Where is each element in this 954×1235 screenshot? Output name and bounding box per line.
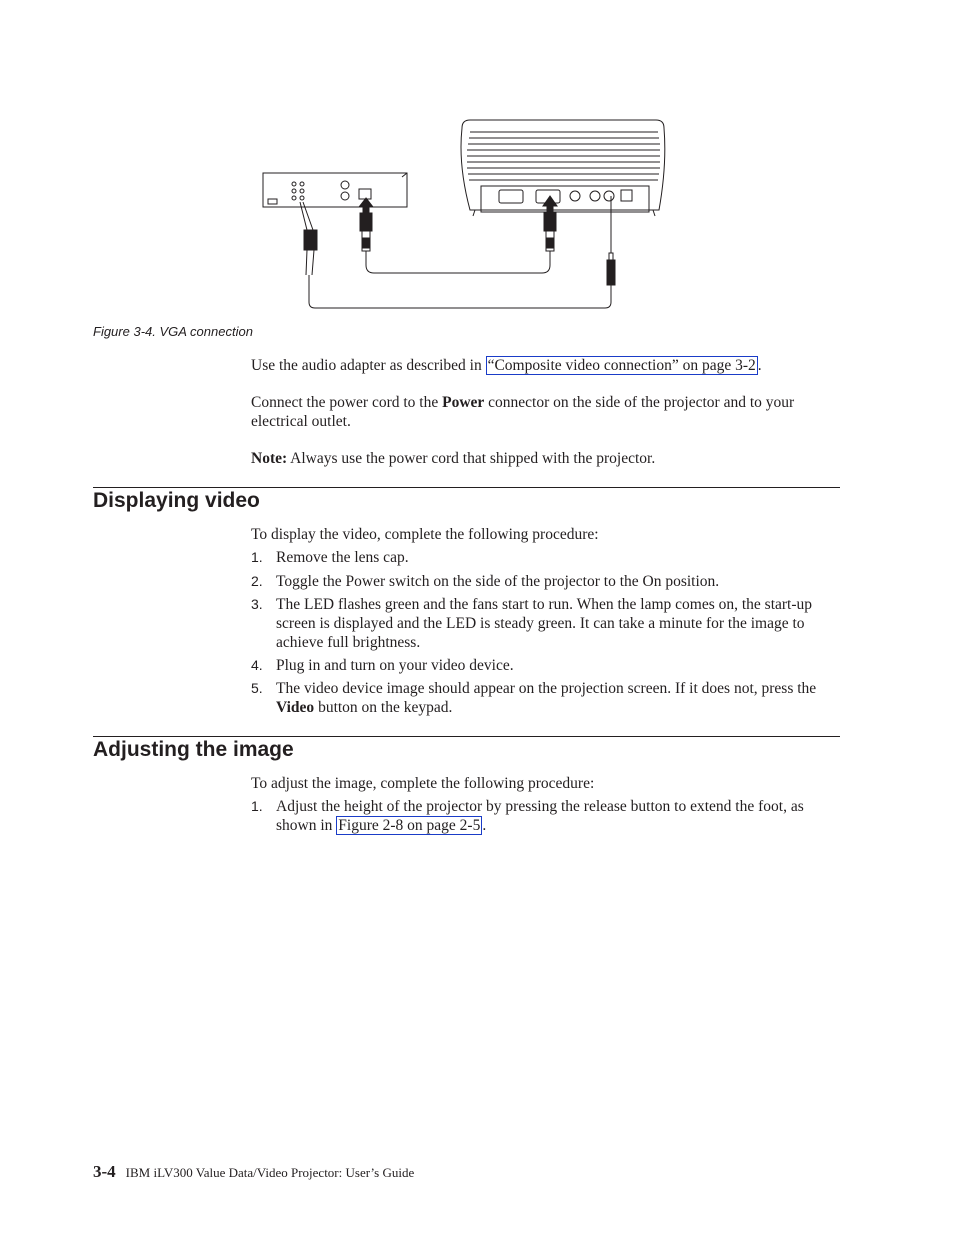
- note-label: Note:: [251, 450, 288, 467]
- step-text: Remove the lens cap.: [276, 549, 409, 566]
- paragraph-text: connector on the side of the projector and to your electrical outlet.: [251, 394, 795, 430]
- paragraph-text: Connect the power cord to the: [251, 394, 443, 411]
- video-bold-text: Video: [276, 699, 315, 716]
- list-item: [251, 595, 841, 652]
- step-text-part: .: [482, 817, 487, 834]
- step-number: 2.: [251, 573, 263, 589]
- displaying-video-heading: Displaying video: [93, 489, 260, 512]
- list-item: [251, 656, 841, 675]
- step-number: 3.: [251, 596, 263, 612]
- power-bold-text: Power: [442, 394, 485, 411]
- step-text: Plug in and turn on your video device.: [276, 657, 514, 674]
- list-item: [251, 548, 841, 567]
- composite-video-link[interactable]: “Composite video connection” on page 3-2: [487, 357, 756, 374]
- adjusting-image-lead: To adjust the image, complete the following procedure:: [251, 775, 595, 792]
- list-item: [251, 572, 841, 591]
- step-text-part: The video device image should appear on the projection screen. If it does not, press the: [276, 680, 817, 697]
- audio-cable-illustration: [300, 196, 615, 308]
- figure-2-8-link[interactable]: Figure 2-8 on page 2-5: [338, 817, 481, 834]
- note-paragraph: [251, 449, 841, 468]
- page-footer: [93, 1162, 414, 1182]
- power-cord-paragraph: [251, 393, 841, 431]
- step-text: [276, 679, 841, 717]
- projector-illustration: [461, 120, 665, 216]
- paragraph-text: Use the audio adapter as described in: [251, 357, 486, 374]
- figure-caption: Figure 3-4. VGA connection: [93, 324, 253, 339]
- list-item: [251, 679, 841, 717]
- note-text: Always use the power cord that shipped with the projector.: [287, 450, 656, 467]
- step-number: 1.: [251, 798, 263, 814]
- vga-connection-diagram: [255, 110, 675, 315]
- step-number: 1.: [251, 549, 263, 565]
- step-text-part: button on the keypad.: [314, 699, 453, 716]
- page-number: 3-4: [93, 1162, 116, 1181]
- step-text: [276, 797, 841, 835]
- video-device-illustration: [263, 173, 407, 207]
- step-text-part: Adjust the height of the projector by pressing the release button to extend the foot, as shown in: [276, 798, 804, 834]
- vga-cable-illustration: [359, 196, 557, 273]
- list-item: [251, 797, 841, 835]
- guide-title: IBM iLV300 Value Data/Video Projector: User’s Guide: [125, 1165, 415, 1180]
- step-text: The LED flashes green and the fans start to run. When the lamp comes on, the start-up screen is displayed and the LED is steady green. It can take a minute for the image to achieve full brightness.: [276, 596, 813, 651]
- displaying-video-lead: To display the video, complete the following procedure:: [251, 526, 599, 543]
- section-divider: [93, 736, 840, 737]
- step-text: Toggle the Power switch on the side of the projector to the On position.: [276, 573, 720, 590]
- step-number: 5.: [251, 680, 263, 696]
- section-divider: [93, 487, 840, 488]
- audio-adapter-paragraph: [251, 356, 841, 375]
- step-number: 4.: [251, 657, 263, 673]
- adjusting-image-heading: Adjusting the image: [93, 738, 294, 761]
- paragraph-text: .: [757, 357, 762, 374]
